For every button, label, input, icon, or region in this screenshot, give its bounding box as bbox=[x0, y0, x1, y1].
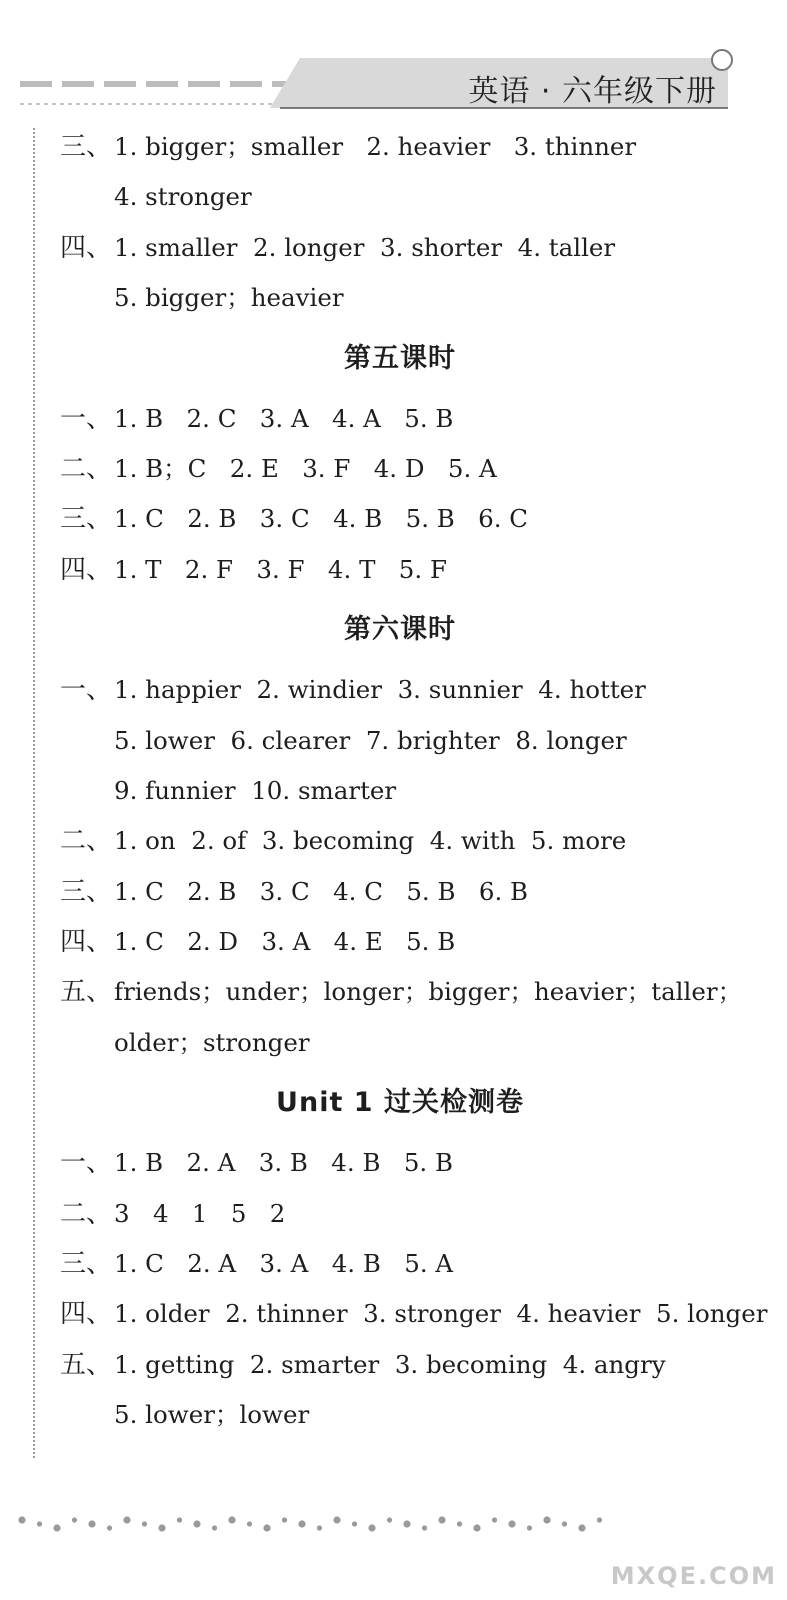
answer-line bbox=[60, 172, 770, 222]
answer-text: 1. C 2. B 3. C 4. C 5. B 6. B bbox=[114, 876, 529, 906]
answer-line bbox=[60, 967, 770, 1017]
footer-dot bbox=[247, 1521, 252, 1526]
question-number: 四、 bbox=[60, 1299, 113, 1330]
footer-dot bbox=[123, 1516, 130, 1523]
footer-dot bbox=[597, 1517, 602, 1522]
footer-dot bbox=[422, 1525, 427, 1530]
footer-dot bbox=[158, 1524, 165, 1531]
answer-line bbox=[60, 273, 770, 323]
answer-text: 1. on 2. of 3. becoming 4. with 5. more bbox=[114, 826, 627, 856]
answer-line bbox=[60, 1340, 770, 1390]
answer-line bbox=[60, 1138, 770, 1188]
footer-dot bbox=[368, 1524, 375, 1531]
answer-line bbox=[60, 122, 770, 172]
answer-line bbox=[60, 545, 770, 595]
footer-dot bbox=[578, 1524, 585, 1531]
margin-dotted-line bbox=[33, 128, 35, 1458]
question-number: 三、 bbox=[60, 504, 113, 535]
footer-dot bbox=[107, 1525, 112, 1530]
answer-text: 4. stronger bbox=[114, 182, 252, 212]
answer-line bbox=[60, 223, 770, 273]
question-number: 一、 bbox=[60, 675, 113, 706]
footer-dot bbox=[282, 1517, 287, 1522]
footer-dot bbox=[352, 1521, 357, 1526]
footer-dot bbox=[37, 1521, 42, 1526]
section-heading: 第五课时 bbox=[344, 342, 456, 374]
answer-text: 1. T 2. F 3. F 4. T 5. F bbox=[114, 554, 447, 584]
answer-text: 1. getting 2. smarter 3. becoming 4. angry bbox=[114, 1349, 666, 1379]
answer-line bbox=[60, 444, 770, 494]
footer-dot bbox=[333, 1516, 340, 1523]
question-number: 二、 bbox=[60, 826, 113, 857]
section-heading: Unit 1 过关检测卷 bbox=[276, 1087, 524, 1119]
footer-dot bbox=[562, 1521, 567, 1526]
answer-line bbox=[60, 816, 770, 866]
footer-dot bbox=[193, 1520, 200, 1527]
watermark-text: MXQE.COM bbox=[610, 1562, 777, 1590]
answer-line bbox=[60, 1018, 770, 1068]
answer-text: 5. lower 6. clearer 7. brighter 8. longer bbox=[114, 725, 627, 755]
question-number: 四、 bbox=[60, 232, 113, 263]
footer-dot bbox=[72, 1517, 77, 1522]
question-number: 四、 bbox=[60, 927, 113, 958]
answer-line bbox=[60, 1239, 770, 1289]
answer-text: 1. happier 2. windier 3. sunnier 4. hotter bbox=[114, 675, 646, 705]
footer-dot bbox=[177, 1517, 182, 1522]
answer-line bbox=[60, 494, 770, 544]
question-number: 二、 bbox=[60, 453, 113, 484]
answer-text: 3 4 1 5 2 bbox=[114, 1198, 286, 1228]
footer-dot bbox=[228, 1516, 235, 1523]
answer-text: 5. bigger；heavier bbox=[114, 283, 344, 313]
question-number: 一、 bbox=[60, 403, 113, 434]
answer-text: 5. lower；lower bbox=[114, 1400, 310, 1430]
footer-dot bbox=[473, 1524, 480, 1531]
answer-text: 1. C 2. B 3. C 4. B 5. B 6. C bbox=[114, 504, 529, 534]
footer-dot bbox=[298, 1520, 305, 1527]
footer-dot bbox=[438, 1516, 445, 1523]
answer-text: 1. older 2. thinner 3. stronger 4. heavier 5. longer bbox=[114, 1299, 768, 1329]
answer-text: 1. C 2. A 3. A 4. B 5. A bbox=[114, 1249, 454, 1279]
footer-dot bbox=[263, 1524, 270, 1531]
footer-dot bbox=[317, 1525, 322, 1530]
question-number: 三、 bbox=[60, 132, 113, 162]
answer-text: 1. B 2. A 3. B 4. B 5. B bbox=[114, 1148, 453, 1178]
answer-text: 1. bigger；smaller 2. heavier 3. thinner bbox=[114, 132, 637, 161]
footer-dot bbox=[18, 1516, 25, 1523]
answer-line bbox=[60, 665, 770, 715]
page-footer bbox=[0, 1472, 787, 1600]
answer-line bbox=[60, 917, 770, 967]
question-number: 三、 bbox=[60, 876, 113, 907]
question-number: 一、 bbox=[60, 1148, 113, 1179]
book-title: 英语 · 六年级下册 bbox=[468, 74, 717, 109]
question-number: 二、 bbox=[60, 1198, 113, 1229]
answer-line bbox=[60, 1289, 770, 1339]
footer-dot bbox=[387, 1517, 392, 1522]
footer-dot bbox=[492, 1517, 497, 1522]
footer-dot bbox=[508, 1520, 515, 1527]
footer-dot bbox=[543, 1516, 550, 1523]
answer-text: 1. C 2. D 3. A 4. E 5. B bbox=[114, 927, 456, 957]
answer-content bbox=[60, 122, 770, 1441]
question-number: 五、 bbox=[60, 1349, 113, 1380]
answer-text: 1. B；C 2. E 3. F 4. D 5. A bbox=[114, 453, 497, 483]
answer-line bbox=[60, 716, 770, 766]
page-header bbox=[0, 0, 787, 118]
answer-text: older；stronger bbox=[114, 1027, 310, 1057]
footer-dot bbox=[212, 1525, 217, 1530]
question-number: 四、 bbox=[60, 554, 113, 585]
answer-line bbox=[60, 1189, 770, 1239]
footer-dot bbox=[457, 1521, 462, 1526]
footer-dot bbox=[527, 1525, 532, 1530]
answer-text: 1. smaller 2. longer 3. shorter 4. taller bbox=[114, 232, 616, 262]
answer-line bbox=[60, 394, 770, 444]
section-heading: 第六课时 bbox=[344, 614, 456, 646]
answer-line bbox=[60, 867, 770, 917]
answer-line bbox=[60, 766, 770, 816]
question-number: 五、 bbox=[60, 977, 113, 1008]
answer-line bbox=[60, 1390, 770, 1440]
footer-dot bbox=[142, 1521, 147, 1526]
answer-text: 9. funnier 10. smarter bbox=[114, 775, 397, 805]
footer-dot bbox=[53, 1524, 60, 1531]
footer-dot bbox=[88, 1520, 95, 1527]
question-number: 三、 bbox=[60, 1249, 113, 1280]
answer-text: friends；under；longer；bigger；heavier；taller； bbox=[114, 977, 743, 1007]
footer-dot bbox=[403, 1520, 410, 1527]
answer-text: 1. B 2. C 3. A 4. A 5. B bbox=[114, 403, 454, 433]
